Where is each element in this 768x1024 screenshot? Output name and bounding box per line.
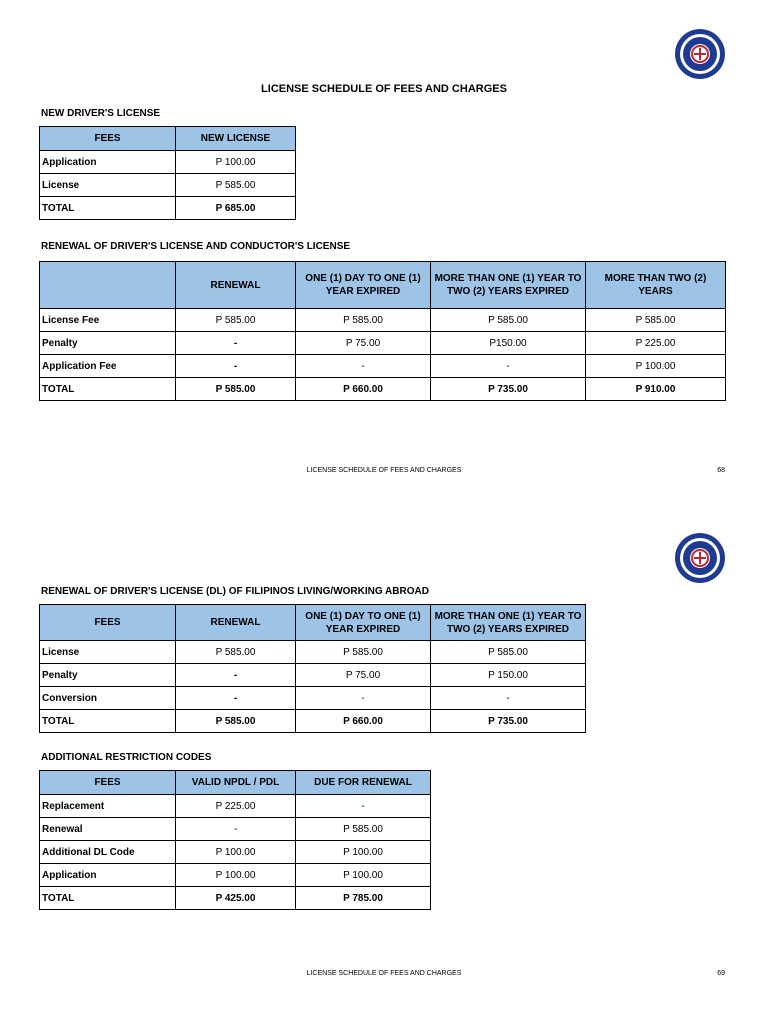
column-header: FEES: [40, 127, 176, 151]
fee-value: -: [296, 687, 431, 710]
fee-value: P 150.00: [431, 664, 586, 687]
page-68: [0, 0, 768, 500]
new-license-heading: NEW DRIVER'S LICENSE: [41, 108, 161, 119]
fee-value: P 425.00: [176, 887, 296, 910]
fee-value: P 735.00: [431, 378, 586, 401]
fee-value: P 75.00: [296, 332, 431, 355]
total-row: [40, 887, 431, 910]
fee-value: P 100.00: [176, 151, 296, 174]
row-label: TOTAL: [40, 378, 176, 401]
fee-value: -: [176, 664, 296, 687]
column-header: VALID NPDL / PDL: [176, 771, 296, 795]
fee-value: -: [176, 687, 296, 710]
row-label: Additional DL Code: [40, 841, 176, 864]
row-label: Application Fee: [40, 355, 176, 378]
renewal-heading: RENEWAL OF DRIVER'S LICENSE AND CONDUCTOR'S LICENSE: [41, 241, 351, 252]
fee-value: P 685.00: [176, 197, 296, 220]
page-footer: LICENSE SCHEDULE OF FEES AND CHARGES: [306, 467, 462, 474]
row-label: Renewal: [40, 818, 176, 841]
page-69: [0, 512, 768, 1024]
fee-value: P 735.00: [431, 710, 586, 733]
fee-value: P 585.00: [296, 641, 431, 664]
fee-value: P 75.00: [296, 664, 431, 687]
row-label: License: [40, 641, 176, 664]
table-row: [40, 641, 586, 664]
page-number: 68: [717, 467, 725, 474]
row-label: TOTAL: [40, 197, 176, 220]
table-row: [40, 841, 431, 864]
abroad-heading: RENEWAL OF DRIVER'S LICENSE (DL) OF FILIPINOS LIVING/WORKING ABROAD: [41, 586, 429, 597]
restriction-heading: ADDITIONAL RESTRICTION CODES: [41, 752, 212, 763]
fee-value: -: [176, 332, 296, 355]
table-header-row: [40, 127, 296, 151]
column-header: DUE FOR RENEWAL: [296, 771, 431, 795]
fee-value: -: [431, 687, 586, 710]
fee-value: P 585.00: [176, 378, 296, 401]
column-header: [40, 262, 176, 309]
fee-value: P 100.00: [586, 355, 726, 378]
table-header-row: [40, 262, 726, 309]
column-header: MORE THAN ONE (1) YEAR TO TWO (2) YEARS EXPIRED: [431, 605, 586, 641]
page-number: 69: [717, 970, 725, 977]
fee-value: -: [431, 355, 586, 378]
fee-value: P 785.00: [296, 887, 431, 910]
table-row: [40, 151, 296, 174]
row-label: License Fee: [40, 309, 176, 332]
new-license-table: [39, 126, 296, 220]
row-label: Replacement: [40, 795, 176, 818]
column-header: FEES: [40, 771, 176, 795]
fee-value: P 100.00: [296, 841, 431, 864]
table-row: [40, 332, 726, 355]
row-label: Penalty: [40, 664, 176, 687]
fee-value: -: [296, 355, 431, 378]
row-label: Application: [40, 864, 176, 887]
fee-value: P 585.00: [586, 309, 726, 332]
table-row: [40, 174, 296, 197]
column-header: FEES: [40, 605, 176, 641]
table-row: [40, 864, 431, 887]
row-label: License: [40, 174, 176, 197]
fee-value: P 585.00: [176, 710, 296, 733]
table-row: [40, 687, 586, 710]
document-title: LICENSE SCHEDULE OF FEES AND CHARGES: [261, 83, 507, 95]
column-header: ONE (1) DAY TO ONE (1) YEAR EXPIRED: [296, 262, 431, 309]
row-label: TOTAL: [40, 887, 176, 910]
fee-value: -: [296, 795, 431, 818]
renewal-table: [39, 261, 726, 401]
fee-value: P 585.00: [296, 309, 431, 332]
fee-value: P 100.00: [176, 841, 296, 864]
column-header: MORE THAN TWO (2) YEARS: [586, 262, 726, 309]
row-label: Application: [40, 151, 176, 174]
fee-value: -: [176, 355, 296, 378]
column-header: MORE THAN ONE (1) YEAR TO TWO (2) YEARS EXPIRED: [431, 262, 586, 309]
fee-value: P 585.00: [431, 309, 586, 332]
table-row: [40, 818, 431, 841]
table-row: [40, 355, 726, 378]
fee-value: P 100.00: [176, 864, 296, 887]
fee-value: P150.00: [431, 332, 586, 355]
fee-value: P 585.00: [431, 641, 586, 664]
fee-value: P 225.00: [586, 332, 726, 355]
lto-seal-icon: [674, 532, 726, 584]
fee-value: -: [176, 818, 296, 841]
lto-seal-icon: [674, 28, 726, 80]
column-header: RENEWAL: [176, 262, 296, 309]
fee-value: P 910.00: [586, 378, 726, 401]
abroad-table: [39, 604, 586, 733]
total-row: [40, 710, 586, 733]
fee-value: P 100.00: [296, 864, 431, 887]
page-footer: LICENSE SCHEDULE OF FEES AND CHARGES: [306, 970, 462, 977]
table-row: [40, 309, 726, 332]
table-header-row: [40, 605, 586, 641]
total-row: [40, 378, 726, 401]
table-header-row: [40, 771, 431, 795]
row-label: Penalty: [40, 332, 176, 355]
total-row: [40, 197, 296, 220]
fee-value: P 660.00: [296, 710, 431, 733]
restriction-table: [39, 770, 431, 910]
fee-value: P 585.00: [176, 309, 296, 332]
fee-value: P 225.00: [176, 795, 296, 818]
fee-value: P 585.00: [296, 818, 431, 841]
fee-value: P 585.00: [176, 174, 296, 197]
column-header: NEW LICENSE: [176, 127, 296, 151]
table-row: [40, 664, 586, 687]
fee-value: P 660.00: [296, 378, 431, 401]
column-header: ONE (1) DAY TO ONE (1) YEAR EXPIRED: [296, 605, 431, 641]
row-label: Conversion: [40, 687, 176, 710]
column-header: RENEWAL: [176, 605, 296, 641]
fee-value: P 585.00: [176, 641, 296, 664]
table-row: [40, 795, 431, 818]
row-label: TOTAL: [40, 710, 176, 733]
